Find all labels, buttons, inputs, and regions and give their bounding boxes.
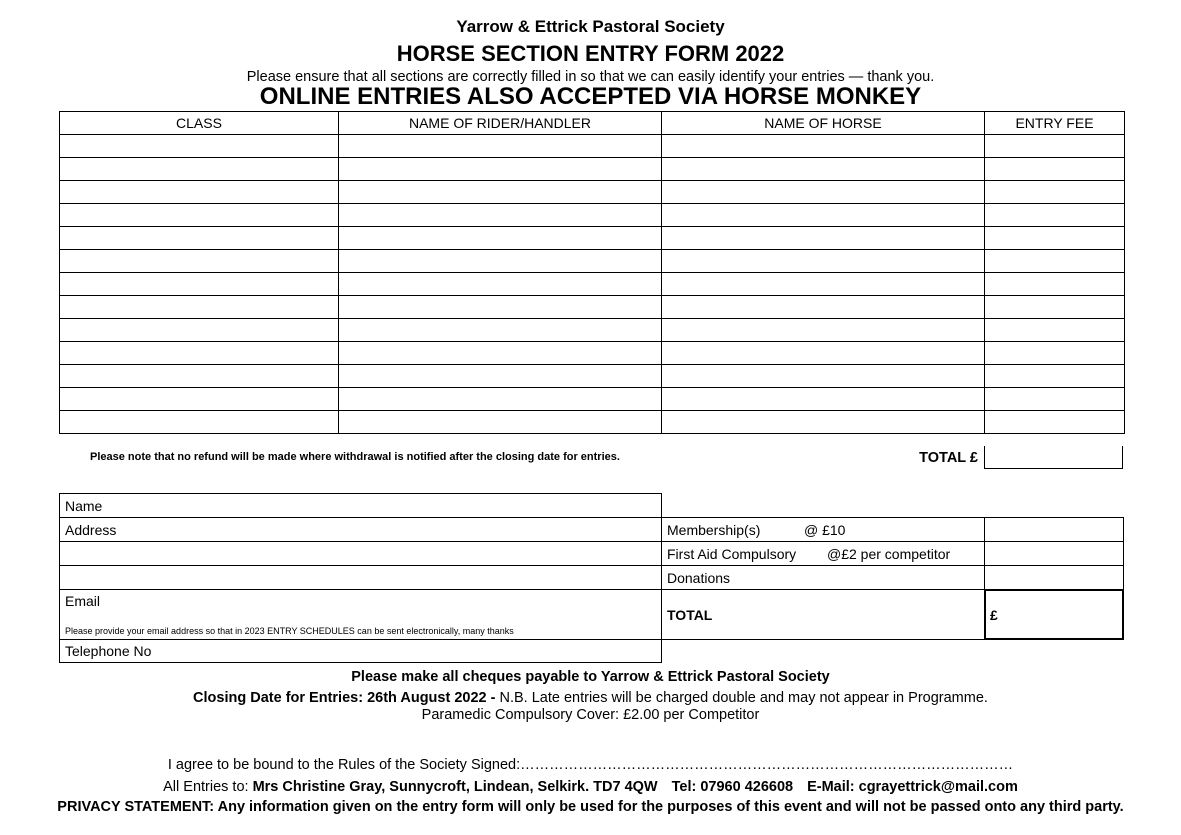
- signature-line[interactable]: I agree to be bound to the Rules of the Society Signed:…………………………………………………………………………………………: [167, 757, 1014, 773]
- rider-cell[interactable]: [339, 250, 662, 273]
- rider-cell[interactable]: [339, 158, 662, 181]
- entries-address: [0, 779, 1181, 795]
- entries-postal: Mrs Christine Gray, Sunnycroft, Lindean, Selkirk. TD7 4QW: [252, 779, 658, 795]
- entry-row: [60, 388, 1125, 411]
- membership-row: [661, 517, 985, 542]
- class-cell[interactable]: [60, 204, 339, 227]
- address-label: Address: [65, 522, 117, 538]
- fees-total-label: TOTAL: [667, 607, 713, 623]
- donations-label: Donations: [667, 570, 731, 586]
- address-field-3[interactable]: [59, 565, 662, 590]
- entry-row: [60, 250, 1125, 273]
- column-header-rider: NAME OF RIDER/HANDLER: [339, 112, 662, 135]
- rider-cell[interactable]: [339, 342, 662, 365]
- fee-cell[interactable]: [985, 227, 1125, 250]
- horse-cell[interactable]: [662, 204, 985, 227]
- entry-row: [60, 296, 1125, 319]
- online-entries-notice: ONLINE ENTRIES ALSO ACCEPTED VIA HORSE MONKEY: [259, 83, 922, 110]
- fee-cell[interactable]: [985, 135, 1125, 158]
- closing-date-note: N.B. Late entries will be charged double and may not appear in Programme.: [495, 690, 988, 706]
- rider-cell[interactable]: [339, 296, 662, 319]
- entries-tel: Tel: 07960 426608: [671, 779, 794, 795]
- class-cell[interactable]: [60, 342, 339, 365]
- closing-date: [0, 690, 1181, 706]
- membership-amount[interactable]: [984, 517, 1124, 542]
- horse-cell[interactable]: [662, 319, 985, 342]
- class-cell[interactable]: [60, 411, 339, 434]
- first-aid-label: First Aid Compulsory: [667, 546, 797, 562]
- column-header-class: CLASS: [60, 112, 339, 135]
- class-cell[interactable]: [60, 158, 339, 181]
- form-instruction: Please ensure that all sections are correctly filled in so that we can easily identify your entries — thank you.: [246, 69, 935, 85]
- fee-cell[interactable]: [985, 181, 1125, 204]
- fee-cell[interactable]: [985, 204, 1125, 227]
- refund-note: Please note that no refund will be made where withdrawal is notified after the closing date for entries.: [90, 451, 620, 463]
- entries-prefix: All Entries to:: [163, 779, 253, 795]
- name-field[interactable]: [59, 493, 662, 518]
- rider-cell[interactable]: [339, 181, 662, 204]
- column-header-horse: NAME OF HORSE: [662, 112, 985, 135]
- fee-cell[interactable]: [985, 296, 1125, 319]
- entry-row: [60, 319, 1125, 342]
- rider-cell[interactable]: [339, 319, 662, 342]
- privacy-statement: PRIVACY STATEMENT: Any information given on the entry form will only be used for the purposes of this event and will not be passed onto any third party.: [57, 799, 1124, 815]
- fees-total-row: [661, 589, 985, 640]
- rider-cell[interactable]: [339, 388, 662, 411]
- fee-cell[interactable]: [985, 250, 1125, 273]
- fee-cell[interactable]: [985, 158, 1125, 181]
- rider-cell[interactable]: [339, 411, 662, 434]
- rider-cell[interactable]: [339, 204, 662, 227]
- entries-total-label: TOTAL £: [919, 450, 978, 466]
- class-cell[interactable]: [60, 135, 339, 158]
- fee-cell[interactable]: [985, 388, 1125, 411]
- society-name: Yarrow & Ettrick Pastoral Society: [456, 17, 725, 36]
- class-cell[interactable]: [60, 365, 339, 388]
- entry-row: [60, 158, 1125, 181]
- class-cell[interactable]: [60, 388, 339, 411]
- first-aid-rate: @£2 per competitor: [827, 546, 951, 562]
- entries-total-box[interactable]: [984, 446, 1123, 469]
- first-aid-amount[interactable]: [984, 541, 1124, 566]
- horse-cell[interactable]: [662, 181, 985, 204]
- fee-cell[interactable]: [985, 319, 1125, 342]
- email-note: Please provide your email address so that in 2023 ENTRY SCHEDULES can be sent electronically, many thanks: [65, 626, 514, 636]
- address-field-2[interactable]: [59, 541, 662, 566]
- horse-cell[interactable]: [662, 342, 985, 365]
- horse-cell[interactable]: [662, 273, 985, 296]
- telephone-field[interactable]: [59, 639, 662, 663]
- rider-cell[interactable]: [339, 227, 662, 250]
- class-cell[interactable]: [60, 181, 339, 204]
- form-title: HORSE SECTION ENTRY FORM 2022: [396, 41, 785, 66]
- entry-row: [60, 365, 1125, 388]
- class-cell[interactable]: [60, 273, 339, 296]
- entries-email: E-Mail: cgrayettrick@mail.com: [807, 779, 1018, 795]
- fees-total-amount[interactable]: [984, 589, 1124, 640]
- rider-cell[interactable]: [339, 273, 662, 296]
- entry-row: [60, 342, 1125, 365]
- column-header-fee: ENTRY FEE: [985, 112, 1125, 135]
- fee-cell[interactable]: [985, 365, 1125, 388]
- cheques-note: Please make all cheques payable to Yarrow & Ettrick Pastoral Society: [351, 669, 830, 685]
- telephone-label: Telephone No: [65, 643, 152, 659]
- entry-row: [60, 135, 1125, 158]
- class-cell[interactable]: [60, 319, 339, 342]
- horse-cell[interactable]: [662, 388, 985, 411]
- closing-date-bold: Closing Date for Entries: 26th August 2022 -: [193, 690, 496, 706]
- entry-row: [60, 204, 1125, 227]
- rider-cell[interactable]: [339, 365, 662, 388]
- membership-rate: @ £10: [804, 522, 846, 538]
- address-field-1[interactable]: [59, 517, 662, 542]
- rider-cell[interactable]: [339, 135, 662, 158]
- membership-label: Membership(s): [667, 522, 761, 538]
- horse-cell[interactable]: [662, 296, 985, 319]
- class-cell[interactable]: [60, 250, 339, 273]
- fee-cell[interactable]: [985, 273, 1125, 296]
- entry-row: [60, 181, 1125, 204]
- entry-row: [60, 227, 1125, 250]
- class-cell[interactable]: [60, 296, 339, 319]
- first-aid-row: [661, 541, 985, 566]
- horse-cell[interactable]: [662, 158, 985, 181]
- entries-table: [59, 111, 1125, 434]
- horse-cell[interactable]: [662, 411, 985, 434]
- email-label: Email: [65, 593, 101, 609]
- horse-cell[interactable]: [662, 227, 985, 250]
- entry-row: [60, 273, 1125, 296]
- entry-row: [60, 411, 1125, 434]
- paramedic-note: Paramedic Compulsory Cover: £2.00 per Competitor: [421, 707, 760, 723]
- horse-cell[interactable]: [662, 250, 985, 273]
- fee-cell[interactable]: [985, 342, 1125, 365]
- donations-amount[interactable]: [984, 565, 1124, 590]
- horse-cell[interactable]: [662, 365, 985, 388]
- fees-total-currency: £: [990, 607, 998, 623]
- fee-cell[interactable]: [985, 411, 1125, 434]
- name-label: Name: [65, 498, 103, 514]
- horse-cell[interactable]: [662, 135, 985, 158]
- email-field[interactable]: [59, 589, 662, 640]
- class-cell[interactable]: [60, 227, 339, 250]
- entries-header-row: [60, 112, 1125, 135]
- donations-row: [661, 565, 985, 590]
